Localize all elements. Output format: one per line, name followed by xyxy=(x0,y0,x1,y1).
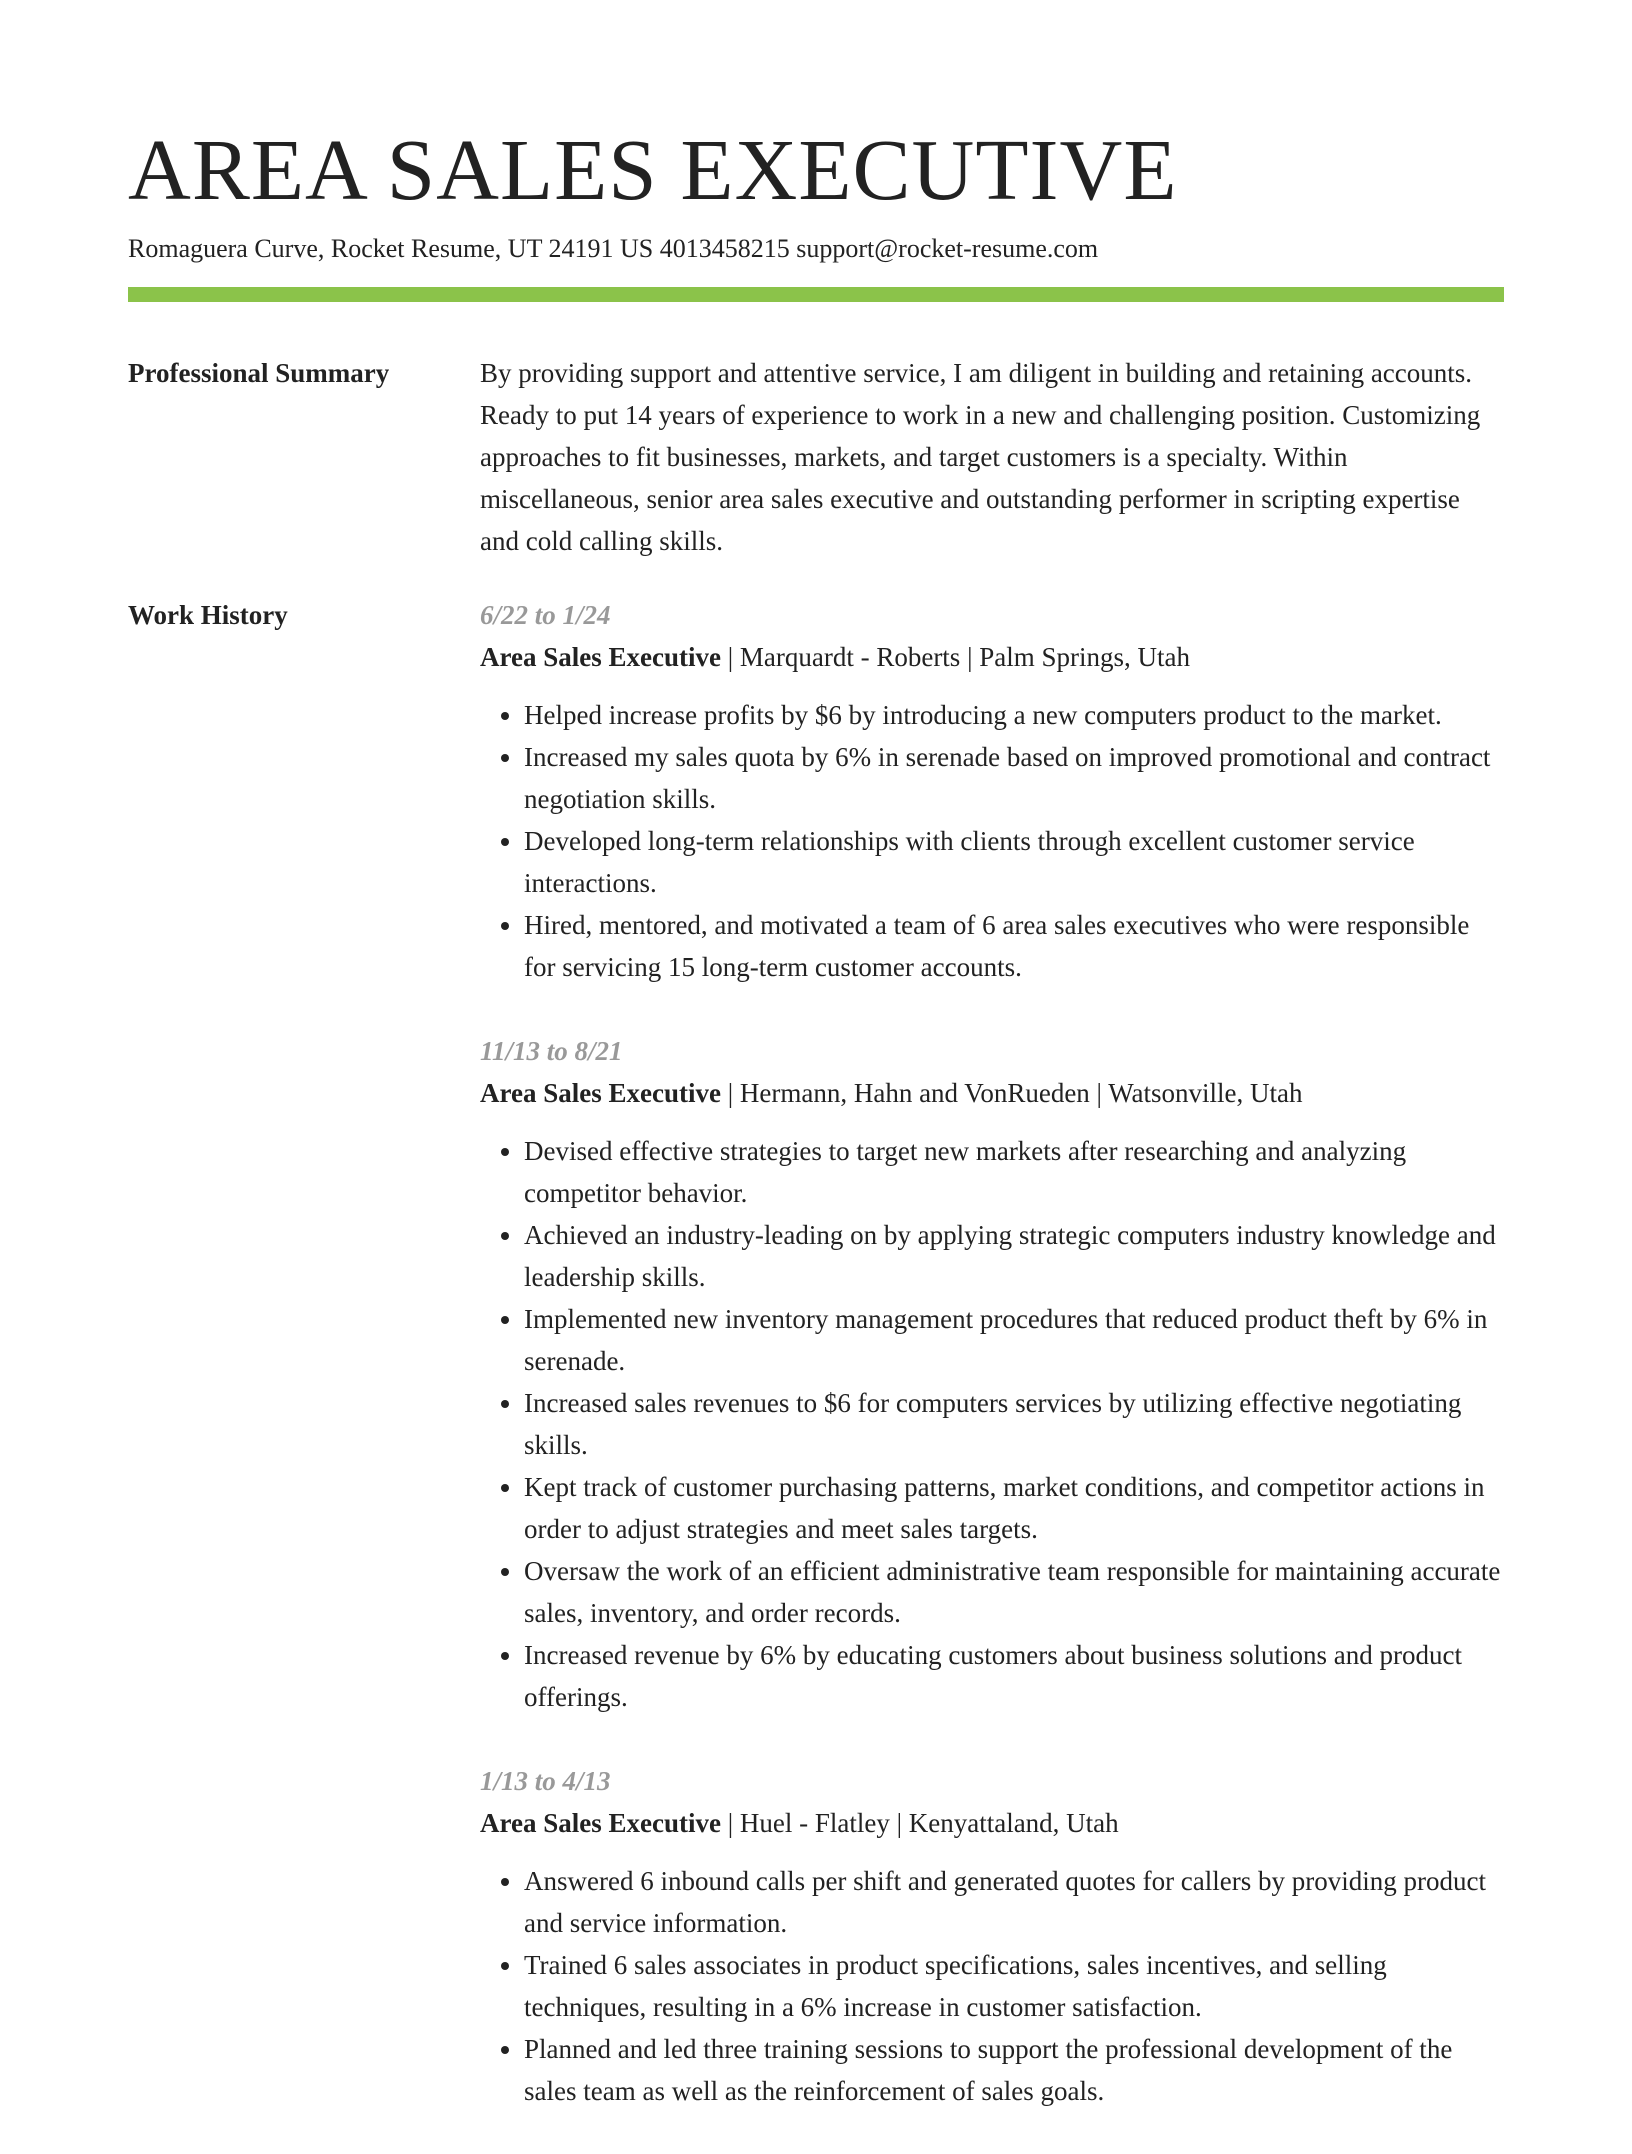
job-entry xyxy=(480,594,1504,988)
professional-summary-section xyxy=(128,352,1504,562)
job-dates: 11/13 to 8/21 xyxy=(480,1036,623,1066)
job-title-line xyxy=(480,1802,1504,1844)
job-details: | Marquardt - Roberts | Palm Springs, Utah xyxy=(720,642,1190,672)
job-role: Area Sales Executive xyxy=(480,1808,721,1838)
job-entry xyxy=(480,1760,1504,2112)
section-label-work-history: Work History xyxy=(128,600,288,630)
job-bullet: • Achieved an industry-leading on by applying strategic computers industry knowledge and leadership skills. xyxy=(524,1214,1504,1298)
job-bullet: • Developed long-term relationships with clients through excellent customer service interactions. xyxy=(524,820,1504,904)
job-title-line xyxy=(480,636,1504,678)
job-bullet: • Increased revenue by 6% by educating customers about business solutions and product offerings. xyxy=(524,1634,1504,1718)
job-bullet: • Implemented new inventory management procedures that reduced product theft by 6% in serenade. xyxy=(524,1298,1504,1382)
summary-text: By providing support and attentive service, I am diligent in building and retaining accounts. Ready to put 14 years of experience to work in a new and challenging position. Customizing approaches to fit businesses, markets, and target customers is a specialty. Within miscellaneous, senior area sales executive and outstanding performer in scripting expertise and cold calling skills. xyxy=(480,358,1481,556)
job-bullet: • Answered 6 inbound calls per shift and generated quotes for callers by providing product and service information. xyxy=(524,1860,1504,1944)
job-bullet: • Trained 6 sales associates in product specifications, sales incentives, and selling techniques, resulting in a 6% increase in customer satisfaction. xyxy=(524,1944,1504,2028)
section-label-summary: Professional Summary xyxy=(128,358,390,388)
job-role: Area Sales Executive xyxy=(480,1078,721,1108)
job-details: | Hermann, Hahn and VonRueden | Watsonville, Utah xyxy=(720,1078,1303,1108)
work-history-body xyxy=(480,594,1504,2154)
job-details: | Huel - Flatley | Kenyattaland, Utah xyxy=(720,1808,1119,1838)
job-bullet: • Hired, mentored, and motivated a team of 6 area sales executives who were responsible for servicing 15 long-term customer accounts. xyxy=(524,904,1504,988)
job-bullets xyxy=(480,694,1504,988)
contact-line: Romaguera Curve, Rocket Resume, UT 24191 US 4013458215 support@rocket-resume.com xyxy=(128,234,1099,263)
header-divider xyxy=(128,287,1504,302)
job-title-line xyxy=(480,1072,1504,1114)
job-bullet: • Devised effective strategies to target new markets after researching and analyzing competitor behavior. xyxy=(524,1130,1504,1214)
job-entry xyxy=(480,1030,1504,1718)
job-bullet: • Helped increase profits by $6 by introducing a new computers product to the market. xyxy=(524,694,1504,736)
job-bullet: • Oversaw the work of an efficient administrative team responsible for maintaining accurate sales, inventory, and order records. xyxy=(524,1550,1504,1634)
work-history-section xyxy=(128,594,1504,2154)
job-bullet: • Planned and led three training sessions to support the professional development of the sales team as well as the reinforcement of sales goals. xyxy=(524,2028,1504,2112)
job-bullets xyxy=(480,1130,1504,1718)
job-dates: 6/22 to 1/24 xyxy=(480,600,611,630)
job-role: Area Sales Executive xyxy=(480,642,721,672)
job-bullet: • Kept track of customer purchasing patterns, market conditions, and competitor actions in order to adjust strategies and meet sales targets. xyxy=(524,1466,1504,1550)
job-bullets xyxy=(480,1860,1504,2112)
job-dates: 1/13 to 4/13 xyxy=(480,1766,611,1796)
job-bullet: • Increased my sales quota by 6% in serenade based on improved promotional and contract negotiation skills. xyxy=(524,736,1504,820)
resume-title: AREA SALES EXECUTIVE xyxy=(128,121,1178,218)
job-bullet: • Increased sales revenues to $6 for computers services by utilizing effective negotiating skills. xyxy=(524,1382,1504,1466)
